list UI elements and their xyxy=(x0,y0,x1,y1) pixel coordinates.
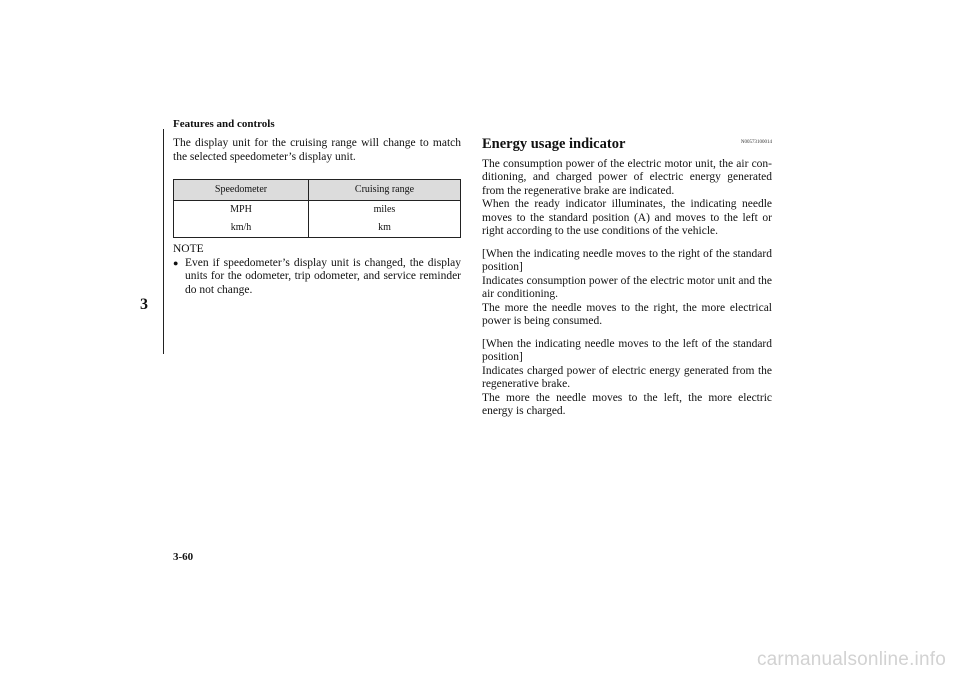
table-row xyxy=(174,201,461,220)
header-title: Features and controls xyxy=(173,118,275,130)
note-text: Even if speedometer’s display unit is changed, the display units for the odometer, trip odometer, and service reminder do not change. xyxy=(185,256,461,296)
left-column xyxy=(173,137,461,297)
note-item xyxy=(173,257,461,298)
subheading-left: [When the indicating needle moves to the left of the standard position] xyxy=(482,337,772,363)
right-column xyxy=(482,136,772,419)
intro-paragraph: The display unit for the cruising range will change to match the selected speedometer’s display unit. xyxy=(173,137,461,163)
paragraph: The more the needle moves to the right, the more electrical power is being consumed. xyxy=(482,301,772,327)
paragraph: The more the needle moves to the left, the more electric energy is charged. xyxy=(482,391,772,417)
section-title: Energy usage indicator xyxy=(482,136,626,152)
table-cell: km xyxy=(308,219,460,238)
reference-code: N00573100014 xyxy=(740,140,772,145)
table-header-speedometer: Speedometer xyxy=(174,180,309,201)
paragraph: Indicates charged power of electric energy generated from the regenerative brake. xyxy=(482,364,772,390)
table-cell: km/h xyxy=(174,219,309,238)
paragraph: When the ready indicator illuminates, the indicating needle moves to the standard position (A) and moves to the left or right according to the use conditions of the vehicle. xyxy=(482,198,772,237)
note-label: NOTE xyxy=(173,243,204,255)
table-cell: MPH xyxy=(174,201,309,220)
page-number: 3-60 xyxy=(173,551,194,563)
unit-table xyxy=(173,179,461,238)
subheading-right: [When the indicating needle moves to the right of the standard position] xyxy=(482,247,772,273)
section-heading-row xyxy=(482,136,772,152)
table-row xyxy=(174,219,461,238)
paragraph: Indicates consumption power of the electric motor unit and the air conditioning. xyxy=(482,274,772,300)
table-cell: miles xyxy=(308,201,460,220)
paragraph: The consumption power of the electric motor unit, the air con-ditioning, and charged power of electric energy generated from the regenerative brake are indicated. xyxy=(482,157,772,197)
watermark: carmanualsonline.info xyxy=(756,649,946,670)
table-header-cruising-range: Cruising range xyxy=(308,180,460,201)
bullet-icon: ● xyxy=(173,257,179,268)
chapter-number: 3 xyxy=(140,296,148,313)
chapter-divider xyxy=(163,129,164,354)
